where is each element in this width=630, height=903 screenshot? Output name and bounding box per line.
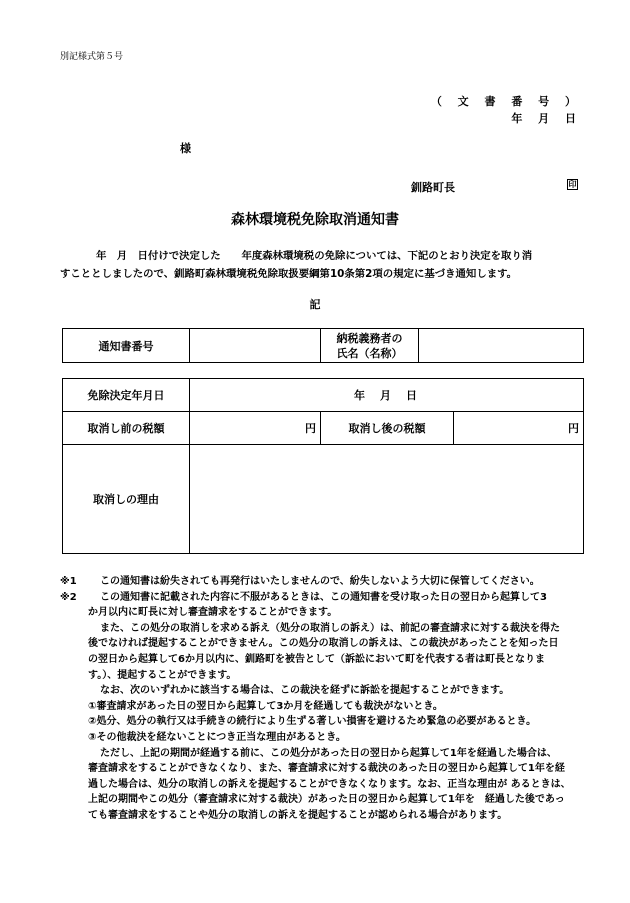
note-2-line-1: この通知書に記載された内容に不服があるときは、この通知書を受け取った日の翌日から起算して3: [100, 591, 547, 603]
note-1: [60, 574, 590, 590]
seal-icon: 印: [568, 180, 577, 189]
reason-label: 取消しの理由: [63, 445, 190, 554]
exemption-table: [62, 378, 584, 554]
note-2-line-2: か月以内に町長に対し審査請求をすることができます。: [88, 607, 338, 619]
note-para4-line-4: 上記の期間やこの処分（審査請求に対する裁決）があった日の翌日から起算して1年を 経過した後であっ: [88, 794, 565, 806]
sender-name: 釧路町長: [411, 181, 455, 194]
note-para2-line-4: す。）、提起することができます。: [88, 669, 237, 681]
note-para4-line-3: 過した場合は、処分の取消しの訴えを提起することができなくなります。なお、正当な理由が あるときは、: [88, 778, 571, 790]
note-1-text: この通知書は紛失されても再発行はいたしませんので、紛失しないよう大切に保管してください。: [100, 576, 540, 587]
note-item-1: ①審査請求があった日の翌日から起算して3か月を経過しても裁決がないとき。: [88, 700, 443, 712]
notice-number-value: [190, 329, 321, 363]
body-line-2: すこととしましたので、釧路町森林環境税免除取扱要綱第10条第2項の規定に基づき通知します。: [60, 268, 518, 280]
tax-before-label: 取消し前の税額: [63, 412, 190, 445]
tax-after-label: 取消し後の税額: [321, 412, 454, 445]
tax-after-yen: 円: [454, 412, 584, 445]
document-number: （ 文 書 番 号 ）: [430, 95, 582, 108]
note-para4-line-5: ても審査請求をすることや処分の取消しの訴えを提起することが認められる場合があります。: [88, 809, 508, 821]
notice-info-table: [62, 328, 584, 363]
recipient-suffix: 様: [180, 142, 191, 155]
exemption-date-label: 免除決定年月日: [63, 379, 190, 412]
note-1-mark: ※1: [60, 576, 77, 587]
notice-number-label: 通知書番号: [63, 329, 190, 363]
reason-value: [190, 445, 584, 554]
note-para2-line-1: また、この処分の取消しを求める訴え（処分の取消しの訴え）は、前記の審査請求に対する裁決を得た: [100, 622, 560, 634]
form-number: 別記様式第５号: [60, 52, 124, 62]
note-para2-line-2: 後でなければ提起することができません。この処分の取消しの訴えは、この裁決があったことを知った日: [88, 638, 559, 650]
note-para4-line-1: ただし、上記の期間が経過する前に、この処分があった日の翌日から起算して1年を経過した場合は、: [100, 747, 557, 759]
notice-body: [60, 247, 583, 283]
tax-before-yen: 円: [190, 412, 321, 445]
document-title: 森林環境税免除取消通知書: [231, 212, 399, 228]
taxpayer-name-label: 納税義務者の 氏名（名称）: [321, 329, 419, 363]
note-2: [60, 590, 590, 606]
note-item-3: ③その他裁決を経ないことにつき正当な理由があるとき。: [88, 731, 346, 743]
issue-date: 年 月 日: [511, 112, 582, 125]
taxpayer-name-value: [419, 329, 584, 363]
ki-heading: 記: [309, 298, 321, 311]
note-para2-line-3: の翌日から起算して6か月以内に、釧路町を被告として（訴訟において町を代表する者は町長となりま: [88, 653, 545, 665]
note-para3-line-1: なお、次のいずれかに該当する場合は、この裁決を経ずに訴訟を提起することができます。: [100, 685, 510, 697]
note-para4-line-2: 審査請求をすることができなくなり、また、審査請求に対する裁決のあった日の翌日から起算して1年を経: [88, 763, 565, 775]
exemption-date-value: 年 月 日: [190, 379, 584, 412]
note-2-mark: ※2: [60, 591, 77, 603]
note-item-2: ②処分、処分の執行又は手続きの続行により生ずる著しい損害を避けるため緊急の必要があるとき。: [88, 716, 537, 728]
body-line-1: 年 月 日付けで決定した 年度森林環境税の免除については、下記のとおり決定を取り消: [96, 250, 533, 262]
notes-section: [60, 574, 590, 824]
